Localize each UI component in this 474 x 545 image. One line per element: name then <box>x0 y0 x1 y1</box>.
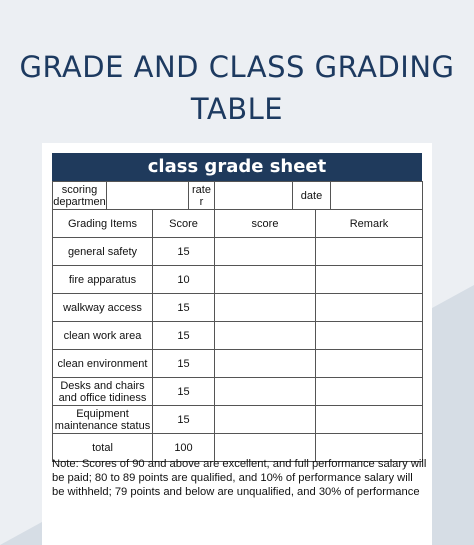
table-row <box>53 322 423 350</box>
table-row <box>53 238 423 266</box>
item-remark-cell[interactable] <box>316 350 423 378</box>
item-name: general safety <box>53 238 153 266</box>
item-score: 15 <box>153 294 215 322</box>
item-remark-cell[interactable] <box>316 378 423 406</box>
table-row <box>53 350 423 378</box>
scoring-department-label: scoring departmen <box>53 183 106 208</box>
rater-field[interactable] <box>215 182 293 210</box>
item-score: 10 <box>153 266 215 294</box>
column-header: Remark <box>316 210 423 238</box>
item-remark-cell[interactable] <box>316 322 423 350</box>
column-header: Score <box>153 210 215 238</box>
column-header: score <box>215 210 316 238</box>
item-rating-cell[interactable] <box>215 350 316 378</box>
item-name: clean work area <box>53 322 153 350</box>
date-label: date <box>293 182 331 210</box>
item-remark-cell[interactable] <box>316 294 423 322</box>
date-field[interactable] <box>331 182 423 210</box>
item-rating-cell[interactable] <box>215 294 316 322</box>
item-remark-cell[interactable] <box>316 406 423 434</box>
table-row <box>53 406 423 434</box>
item-score: 15 <box>153 238 215 266</box>
table-header-row <box>53 210 423 238</box>
item-score: 15 <box>153 406 215 434</box>
rater-label: rate r <box>189 182 215 210</box>
info-row <box>53 182 423 210</box>
item-remark-cell[interactable] <box>316 266 423 294</box>
item-name: fire apparatus <box>53 266 153 294</box>
item-score: 15 <box>153 350 215 378</box>
item-name: clean environment <box>53 350 153 378</box>
column-header: Grading Items <box>53 210 153 238</box>
item-score: 15 <box>153 322 215 350</box>
item-rating-cell[interactable] <box>215 406 316 434</box>
table-row <box>53 294 423 322</box>
items-table <box>52 209 423 462</box>
page-title: GRADE AND CLASS GRADING TABLE <box>19 50 455 126</box>
item-rating-cell[interactable] <box>215 266 316 294</box>
table-row <box>53 378 423 406</box>
item-rating-cell[interactable] <box>215 238 316 266</box>
grading-table <box>52 181 423 210</box>
item-score: 15 <box>153 378 215 406</box>
sheet-title: class grade sheet <box>52 153 422 181</box>
grading-note: Note: Scores of 90 and above are excellent, and full performance salary will be paid; 80 to 89 points are qualified, and 10% of performance salary will be withheld; 79 points and below are unqualified, and 30% of performance <box>52 458 427 498</box>
scoring-department-field[interactable] <box>107 182 189 210</box>
item-remark-cell[interactable] <box>316 238 423 266</box>
item-name: Desks and chairs and office tidiness <box>53 378 153 406</box>
total-score: 100 <box>153 434 215 462</box>
total-label: total <box>53 434 153 462</box>
item-rating-cell[interactable] <box>215 322 316 350</box>
item-name: Equipment maintenance status <box>53 406 153 434</box>
item-name: walkway access <box>53 294 153 322</box>
table-row <box>53 266 423 294</box>
item-rating-cell[interactable] <box>215 378 316 406</box>
